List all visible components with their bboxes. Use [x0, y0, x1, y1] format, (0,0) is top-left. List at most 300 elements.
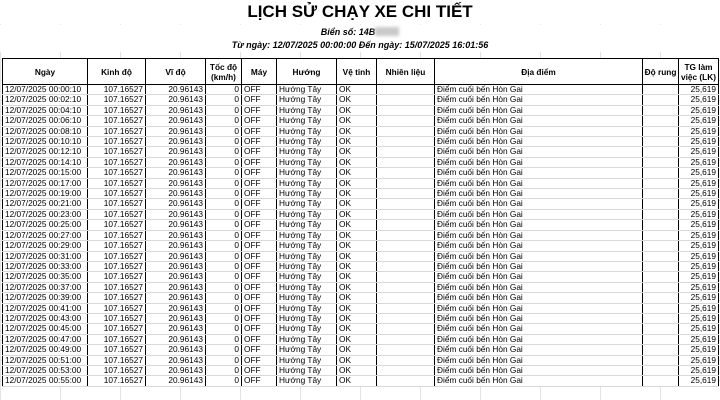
location-cell[interactable]: Điểm cuối bến Hòn Gai: [435, 126, 643, 136]
date-cell[interactable]: 12/07/2025 00:15:00: [3, 168, 88, 178]
date-cell[interactable]: 12/07/2025 00:12:10: [3, 147, 88, 157]
longitude-cell[interactable]: 107.16527: [88, 324, 146, 334]
engine-cell[interactable]: OFF: [242, 282, 277, 292]
latitude-cell[interactable]: 20.96143: [146, 168, 206, 178]
fuel-cell[interactable]: [377, 293, 435, 303]
satellite-cell[interactable]: OK: [337, 168, 377, 178]
work-time-cell[interactable]: 25,619: [679, 376, 719, 386]
header-cell-date[interactable]: Ngày: [3, 59, 88, 85]
date-cell[interactable]: 12/07/2025 00:55:00: [3, 376, 88, 386]
work-time-cell[interactable]: 25,619: [679, 272, 719, 282]
direction-cell[interactable]: Hướng Tây: [277, 313, 337, 323]
engine-cell[interactable]: OFF: [242, 365, 277, 375]
satellite-cell[interactable]: OK: [337, 376, 377, 386]
header-cell-engine[interactable]: Máy: [242, 59, 277, 85]
latitude-cell[interactable]: 20.96143: [146, 324, 206, 334]
longitude-cell[interactable]: 107.16527: [88, 116, 146, 126]
vibration-cell[interactable]: [643, 147, 679, 157]
fuel-cell[interactable]: [377, 189, 435, 199]
fuel-cell[interactable]: [377, 95, 435, 105]
longitude-cell[interactable]: 107.16527: [88, 241, 146, 251]
fuel-cell[interactable]: [377, 147, 435, 157]
direction-cell[interactable]: Hướng Tây: [277, 209, 337, 219]
vibration-cell[interactable]: [643, 376, 679, 386]
header-cell-speed[interactable]: Tốc độ (km/h): [206, 59, 242, 85]
satellite-cell[interactable]: OK: [337, 241, 377, 251]
latitude-cell[interactable]: 20.96143: [146, 105, 206, 115]
location-cell[interactable]: Điểm cuối bến Hòn Gai: [435, 230, 643, 240]
vibration-cell[interactable]: [643, 313, 679, 323]
work-time-cell[interactable]: 25,619: [679, 282, 719, 292]
direction-cell[interactable]: Hướng Tây: [277, 126, 337, 136]
fuel-cell[interactable]: [377, 168, 435, 178]
date-cell[interactable]: 12/07/2025 00:31:00: [3, 251, 88, 261]
speed-cell[interactable]: 0: [206, 105, 242, 115]
location-cell[interactable]: Điểm cuối bến Hòn Gai: [435, 178, 643, 188]
date-cell[interactable]: 12/07/2025 00:21:00: [3, 199, 88, 209]
longitude-cell[interactable]: 107.16527: [88, 293, 146, 303]
vibration-cell[interactable]: [643, 168, 679, 178]
speed-cell[interactable]: 0: [206, 334, 242, 344]
latitude-cell[interactable]: 20.96143: [146, 209, 206, 219]
direction-cell[interactable]: Hướng Tây: [277, 189, 337, 199]
vibration-cell[interactable]: [643, 220, 679, 230]
latitude-cell[interactable]: 20.96143: [146, 95, 206, 105]
date-cell[interactable]: 12/07/2025 00:29:00: [3, 241, 88, 251]
date-cell[interactable]: 12/07/2025 00:45:00: [3, 324, 88, 334]
location-cell[interactable]: Điểm cuối bến Hòn Gai: [435, 220, 643, 230]
engine-cell[interactable]: OFF: [242, 209, 277, 219]
date-cell[interactable]: 12/07/2025 00:47:00: [3, 334, 88, 344]
direction-cell[interactable]: Hướng Tây: [277, 282, 337, 292]
fuel-cell[interactable]: [377, 324, 435, 334]
fuel-cell[interactable]: [377, 313, 435, 323]
work-time-cell[interactable]: 25,619: [679, 261, 719, 271]
engine-cell[interactable]: OFF: [242, 168, 277, 178]
direction-cell[interactable]: Hướng Tây: [277, 365, 337, 375]
speed-cell[interactable]: 0: [206, 303, 242, 313]
direction-cell[interactable]: Hướng Tây: [277, 199, 337, 209]
satellite-cell[interactable]: OK: [337, 313, 377, 323]
date-cell[interactable]: 12/07/2025 00:10:10: [3, 137, 88, 147]
fuel-cell[interactable]: [377, 85, 435, 95]
fuel-cell[interactable]: [377, 345, 435, 355]
longitude-cell[interactable]: 107.16527: [88, 261, 146, 271]
speed-cell[interactable]: 0: [206, 85, 242, 95]
fuel-cell[interactable]: [377, 376, 435, 386]
latitude-cell[interactable]: 20.96143: [146, 147, 206, 157]
fuel-cell[interactable]: [377, 157, 435, 167]
speed-cell[interactable]: 0: [206, 261, 242, 271]
location-cell[interactable]: Điểm cuối bến Hòn Gai: [435, 85, 643, 95]
speed-cell[interactable]: 0: [206, 95, 242, 105]
location-cell[interactable]: Điểm cuối bến Hòn Gai: [435, 324, 643, 334]
location-cell[interactable]: Điểm cuối bến Hòn Gai: [435, 313, 643, 323]
vibration-cell[interactable]: [643, 241, 679, 251]
date-cell[interactable]: 12/07/2025 00:08:10: [3, 126, 88, 136]
engine-cell[interactable]: OFF: [242, 85, 277, 95]
speed-cell[interactable]: 0: [206, 168, 242, 178]
date-cell[interactable]: 12/07/2025 00:39:00: [3, 293, 88, 303]
direction-cell[interactable]: Hướng Tây: [277, 137, 337, 147]
satellite-cell[interactable]: OK: [337, 282, 377, 292]
work-time-cell[interactable]: 25,619: [679, 189, 719, 199]
satellite-cell[interactable]: OK: [337, 95, 377, 105]
speed-cell[interactable]: 0: [206, 126, 242, 136]
direction-cell[interactable]: Hướng Tây: [277, 355, 337, 365]
engine-cell[interactable]: OFF: [242, 272, 277, 282]
header-cell-location[interactable]: Địa điểm: [435, 59, 643, 85]
engine-cell[interactable]: OFF: [242, 137, 277, 147]
latitude-cell[interactable]: 20.96143: [146, 376, 206, 386]
satellite-cell[interactable]: OK: [337, 324, 377, 334]
latitude-cell[interactable]: 20.96143: [146, 137, 206, 147]
longitude-cell[interactable]: 107.16527: [88, 355, 146, 365]
date-cell[interactable]: 12/07/2025 00:43:00: [3, 313, 88, 323]
location-cell[interactable]: Điểm cuối bến Hòn Gai: [435, 147, 643, 157]
latitude-cell[interactable]: 20.96143: [146, 272, 206, 282]
latitude-cell[interactable]: 20.96143: [146, 365, 206, 375]
speed-cell[interactable]: 0: [206, 137, 242, 147]
date-cell[interactable]: 12/07/2025 00:49:00: [3, 345, 88, 355]
work-time-cell[interactable]: 25,619: [679, 116, 719, 126]
header-cell-satellite[interactable]: Vệ tinh: [337, 59, 377, 85]
work-time-cell[interactable]: 25,619: [679, 95, 719, 105]
work-time-cell[interactable]: 25,619: [679, 313, 719, 323]
latitude-cell[interactable]: 20.96143: [146, 313, 206, 323]
fuel-cell[interactable]: [377, 137, 435, 147]
speed-cell[interactable]: 0: [206, 293, 242, 303]
location-cell[interactable]: Điểm cuối bến Hòn Gai: [435, 282, 643, 292]
latitude-cell[interactable]: 20.96143: [146, 303, 206, 313]
date-cell[interactable]: 12/07/2025 00:33:00: [3, 261, 88, 271]
location-cell[interactable]: Điểm cuối bến Hòn Gai: [435, 116, 643, 126]
header-cell-fuel[interactable]: Nhiên liệu: [377, 59, 435, 85]
date-cell[interactable]: 12/07/2025 00:04:10: [3, 105, 88, 115]
work-time-cell[interactable]: 25,619: [679, 85, 719, 95]
satellite-cell[interactable]: OK: [337, 365, 377, 375]
work-time-cell[interactable]: 25,619: [679, 209, 719, 219]
direction-cell[interactable]: Hướng Tây: [277, 105, 337, 115]
header-cell-longitude[interactable]: Kinh độ: [88, 59, 146, 85]
engine-cell[interactable]: OFF: [242, 178, 277, 188]
location-cell[interactable]: Điểm cuối bến Hòn Gai: [435, 251, 643, 261]
speed-cell[interactable]: 0: [206, 178, 242, 188]
engine-cell[interactable]: OFF: [242, 313, 277, 323]
work-time-cell[interactable]: 25,619: [679, 230, 719, 240]
engine-cell[interactable]: OFF: [242, 116, 277, 126]
work-time-cell[interactable]: 25,619: [679, 157, 719, 167]
vibration-cell[interactable]: [643, 355, 679, 365]
longitude-cell[interactable]: 107.16527: [88, 376, 146, 386]
speed-cell[interactable]: 0: [206, 313, 242, 323]
work-time-cell[interactable]: 25,619: [679, 199, 719, 209]
direction-cell[interactable]: Hướng Tây: [277, 376, 337, 386]
longitude-cell[interactable]: 107.16527: [88, 251, 146, 261]
location-cell[interactable]: Điểm cuối bến Hòn Gai: [435, 345, 643, 355]
date-cell[interactable]: 12/07/2025 00:19:00: [3, 189, 88, 199]
fuel-cell[interactable]: [377, 209, 435, 219]
speed-cell[interactable]: 0: [206, 157, 242, 167]
date-cell[interactable]: 12/07/2025 00:14:10: [3, 157, 88, 167]
latitude-cell[interactable]: 20.96143: [146, 116, 206, 126]
date-cell[interactable]: 12/07/2025 00:02:10: [3, 95, 88, 105]
satellite-cell[interactable]: OK: [337, 272, 377, 282]
work-time-cell[interactable]: 25,619: [679, 355, 719, 365]
location-cell[interactable]: Điểm cuối bến Hòn Gai: [435, 261, 643, 271]
latitude-cell[interactable]: 20.96143: [146, 241, 206, 251]
engine-cell[interactable]: OFF: [242, 324, 277, 334]
direction-cell[interactable]: Hướng Tây: [277, 303, 337, 313]
vibration-cell[interactable]: [643, 345, 679, 355]
fuel-cell[interactable]: [377, 355, 435, 365]
vibration-cell[interactable]: [643, 178, 679, 188]
speed-cell[interactable]: 0: [206, 199, 242, 209]
satellite-cell[interactable]: OK: [337, 230, 377, 240]
longitude-cell[interactable]: 107.16527: [88, 334, 146, 344]
longitude-cell[interactable]: 107.16527: [88, 137, 146, 147]
vibration-cell[interactable]: [643, 324, 679, 334]
fuel-cell[interactable]: [377, 105, 435, 115]
longitude-cell[interactable]: 107.16527: [88, 147, 146, 157]
latitude-cell[interactable]: 20.96143: [146, 85, 206, 95]
longitude-cell[interactable]: 107.16527: [88, 105, 146, 115]
work-time-cell[interactable]: 25,619: [679, 365, 719, 375]
location-cell[interactable]: Điểm cuối bến Hòn Gai: [435, 376, 643, 386]
latitude-cell[interactable]: 20.96143: [146, 345, 206, 355]
latitude-cell[interactable]: 20.96143: [146, 293, 206, 303]
direction-cell[interactable]: Hướng Tây: [277, 147, 337, 157]
longitude-cell[interactable]: 107.16527: [88, 168, 146, 178]
longitude-cell[interactable]: 107.16527: [88, 220, 146, 230]
satellite-cell[interactable]: OK: [337, 303, 377, 313]
direction-cell[interactable]: Hướng Tây: [277, 85, 337, 95]
date-cell[interactable]: 12/07/2025 00:35:00: [3, 272, 88, 282]
engine-cell[interactable]: OFF: [242, 261, 277, 271]
satellite-cell[interactable]: OK: [337, 116, 377, 126]
work-time-cell[interactable]: 25,619: [679, 220, 719, 230]
satellite-cell[interactable]: OK: [337, 199, 377, 209]
vibration-cell[interactable]: [643, 251, 679, 261]
latitude-cell[interactable]: 20.96143: [146, 334, 206, 344]
location-cell[interactable]: Điểm cuối bến Hòn Gai: [435, 199, 643, 209]
satellite-cell[interactable]: OK: [337, 85, 377, 95]
direction-cell[interactable]: Hướng Tây: [277, 220, 337, 230]
speed-cell[interactable]: 0: [206, 272, 242, 282]
longitude-cell[interactable]: 107.16527: [88, 230, 146, 240]
latitude-cell[interactable]: 20.96143: [146, 189, 206, 199]
fuel-cell[interactable]: [377, 261, 435, 271]
fuel-cell[interactable]: [377, 303, 435, 313]
work-time-cell[interactable]: 25,619: [679, 178, 719, 188]
fuel-cell[interactable]: [377, 178, 435, 188]
direction-cell[interactable]: Hướng Tây: [277, 345, 337, 355]
direction-cell[interactable]: Hướng Tây: [277, 241, 337, 251]
date-cell[interactable]: 12/07/2025 00:00:10: [3, 85, 88, 95]
latitude-cell[interactable]: 20.96143: [146, 230, 206, 240]
vibration-cell[interactable]: [643, 199, 679, 209]
work-time-cell[interactable]: 25,619: [679, 168, 719, 178]
engine-cell[interactable]: OFF: [242, 241, 277, 251]
engine-cell[interactable]: OFF: [242, 376, 277, 386]
longitude-cell[interactable]: 107.16527: [88, 209, 146, 219]
engine-cell[interactable]: OFF: [242, 199, 277, 209]
latitude-cell[interactable]: 20.96143: [146, 220, 206, 230]
work-time-cell[interactable]: 25,619: [679, 105, 719, 115]
work-time-cell[interactable]: 25,619: [679, 147, 719, 157]
fuel-cell[interactable]: [377, 220, 435, 230]
satellite-cell[interactable]: OK: [337, 293, 377, 303]
date-cell[interactable]: 12/07/2025 00:25:00: [3, 220, 88, 230]
location-cell[interactable]: Điểm cuối bến Hòn Gai: [435, 105, 643, 115]
header-cell-vibration[interactable]: Độ rung: [643, 59, 679, 85]
latitude-cell[interactable]: 20.96143: [146, 157, 206, 167]
vibration-cell[interactable]: [643, 261, 679, 271]
direction-cell[interactable]: Hướng Tây: [277, 178, 337, 188]
longitude-cell[interactable]: 107.16527: [88, 282, 146, 292]
speed-cell[interactable]: 0: [206, 147, 242, 157]
engine-cell[interactable]: OFF: [242, 189, 277, 199]
latitude-cell[interactable]: 20.96143: [146, 282, 206, 292]
speed-cell[interactable]: 0: [206, 241, 242, 251]
header-cell-direction[interactable]: Hướng: [277, 59, 337, 85]
direction-cell[interactable]: Hướng Tây: [277, 293, 337, 303]
vibration-cell[interactable]: [643, 272, 679, 282]
fuel-cell[interactable]: [377, 282, 435, 292]
vibration-cell[interactable]: [643, 282, 679, 292]
work-time-cell[interactable]: 25,619: [679, 334, 719, 344]
satellite-cell[interactable]: OK: [337, 355, 377, 365]
vibration-cell[interactable]: [643, 293, 679, 303]
speed-cell[interactable]: 0: [206, 282, 242, 292]
latitude-cell[interactable]: 20.96143: [146, 199, 206, 209]
work-time-cell[interactable]: 25,619: [679, 137, 719, 147]
date-cell[interactable]: 12/07/2025 00:27:00: [3, 230, 88, 240]
speed-cell[interactable]: 0: [206, 230, 242, 240]
engine-cell[interactable]: OFF: [242, 157, 277, 167]
location-cell[interactable]: Điểm cuối bến Hòn Gai: [435, 293, 643, 303]
satellite-cell[interactable]: OK: [337, 137, 377, 147]
direction-cell[interactable]: Hướng Tây: [277, 116, 337, 126]
speed-cell[interactable]: 0: [206, 324, 242, 334]
vibration-cell[interactable]: [643, 209, 679, 219]
satellite-cell[interactable]: OK: [337, 105, 377, 115]
work-time-cell[interactable]: 25,619: [679, 345, 719, 355]
date-cell[interactable]: 12/07/2025 00:06:10: [3, 116, 88, 126]
latitude-cell[interactable]: 20.96143: [146, 261, 206, 271]
vibration-cell[interactable]: [643, 334, 679, 344]
date-cell[interactable]: 12/07/2025 00:37:00: [3, 282, 88, 292]
vibration-cell[interactable]: [643, 95, 679, 105]
longitude-cell[interactable]: 107.16527: [88, 95, 146, 105]
vibration-cell[interactable]: [643, 126, 679, 136]
longitude-cell[interactable]: 107.16527: [88, 345, 146, 355]
location-cell[interactable]: Điểm cuối bến Hòn Gai: [435, 365, 643, 375]
engine-cell[interactable]: OFF: [242, 293, 277, 303]
engine-cell[interactable]: OFF: [242, 303, 277, 313]
vibration-cell[interactable]: [643, 137, 679, 147]
date-cell[interactable]: 12/07/2025 00:41:00: [3, 303, 88, 313]
engine-cell[interactable]: OFF: [242, 105, 277, 115]
latitude-cell[interactable]: 20.96143: [146, 126, 206, 136]
longitude-cell[interactable]: 107.16527: [88, 189, 146, 199]
speed-cell[interactable]: 0: [206, 209, 242, 219]
location-cell[interactable]: Điểm cuối bến Hòn Gai: [435, 168, 643, 178]
direction-cell[interactable]: Hướng Tây: [277, 272, 337, 282]
location-cell[interactable]: Điểm cuối bến Hòn Gai: [435, 137, 643, 147]
engine-cell[interactable]: OFF: [242, 334, 277, 344]
satellite-cell[interactable]: OK: [337, 157, 377, 167]
header-cell-latitude[interactable]: Vĩ độ: [146, 59, 206, 85]
satellite-cell[interactable]: OK: [337, 345, 377, 355]
engine-cell[interactable]: OFF: [242, 230, 277, 240]
satellite-cell[interactable]: OK: [337, 220, 377, 230]
vibration-cell[interactable]: [643, 365, 679, 375]
vibration-cell[interactable]: [643, 303, 679, 313]
latitude-cell[interactable]: 20.96143: [146, 251, 206, 261]
location-cell[interactable]: Điểm cuối bến Hòn Gai: [435, 95, 643, 105]
location-cell[interactable]: Điểm cuối bến Hòn Gai: [435, 334, 643, 344]
satellite-cell[interactable]: OK: [337, 261, 377, 271]
latitude-cell[interactable]: 20.96143: [146, 355, 206, 365]
fuel-cell[interactable]: [377, 365, 435, 375]
engine-cell[interactable]: OFF: [242, 126, 277, 136]
vibration-cell[interactable]: [643, 85, 679, 95]
engine-cell[interactable]: OFF: [242, 220, 277, 230]
speed-cell[interactable]: 0: [206, 116, 242, 126]
satellite-cell[interactable]: OK: [337, 209, 377, 219]
fuel-cell[interactable]: [377, 241, 435, 251]
longitude-cell[interactable]: 107.16527: [88, 157, 146, 167]
longitude-cell[interactable]: 107.16527: [88, 178, 146, 188]
satellite-cell[interactable]: OK: [337, 147, 377, 157]
work-time-cell[interactable]: 25,619: [679, 126, 719, 136]
vibration-cell[interactable]: [643, 157, 679, 167]
longitude-cell[interactable]: 107.16527: [88, 303, 146, 313]
direction-cell[interactable]: Hướng Tây: [277, 168, 337, 178]
longitude-cell[interactable]: 107.16527: [88, 199, 146, 209]
engine-cell[interactable]: OFF: [242, 251, 277, 261]
speed-cell[interactable]: 0: [206, 189, 242, 199]
satellite-cell[interactable]: OK: [337, 178, 377, 188]
direction-cell[interactable]: Hướng Tây: [277, 157, 337, 167]
engine-cell[interactable]: OFF: [242, 345, 277, 355]
direction-cell[interactable]: Hướng Tây: [277, 251, 337, 261]
location-cell[interactable]: Điểm cuối bến Hòn Gai: [435, 303, 643, 313]
work-time-cell[interactable]: 25,619: [679, 241, 719, 251]
fuel-cell[interactable]: [377, 334, 435, 344]
fuel-cell[interactable]: [377, 116, 435, 126]
vibration-cell[interactable]: [643, 230, 679, 240]
work-time-cell[interactable]: 25,619: [679, 303, 719, 313]
location-cell[interactable]: Điểm cuối bến Hòn Gai: [435, 157, 643, 167]
longitude-cell[interactable]: 107.16527: [88, 365, 146, 375]
speed-cell[interactable]: 0: [206, 355, 242, 365]
fuel-cell[interactable]: [377, 251, 435, 261]
header-cell-work-time[interactable]: TG làm việc (LK): [679, 59, 719, 85]
date-cell[interactable]: 12/07/2025 00:51:00: [3, 355, 88, 365]
date-cell[interactable]: 12/07/2025 00:23:00: [3, 209, 88, 219]
satellite-cell[interactable]: OK: [337, 189, 377, 199]
direction-cell[interactable]: Hướng Tây: [277, 324, 337, 334]
work-time-cell[interactable]: 25,619: [679, 251, 719, 261]
location-cell[interactable]: Điểm cuối bến Hòn Gai: [435, 272, 643, 282]
direction-cell[interactable]: Hướng Tây: [277, 261, 337, 271]
speed-cell[interactable]: 0: [206, 345, 242, 355]
speed-cell[interactable]: 0: [206, 365, 242, 375]
engine-cell[interactable]: OFF: [242, 95, 277, 105]
location-cell[interactable]: Điểm cuối bến Hòn Gai: [435, 189, 643, 199]
